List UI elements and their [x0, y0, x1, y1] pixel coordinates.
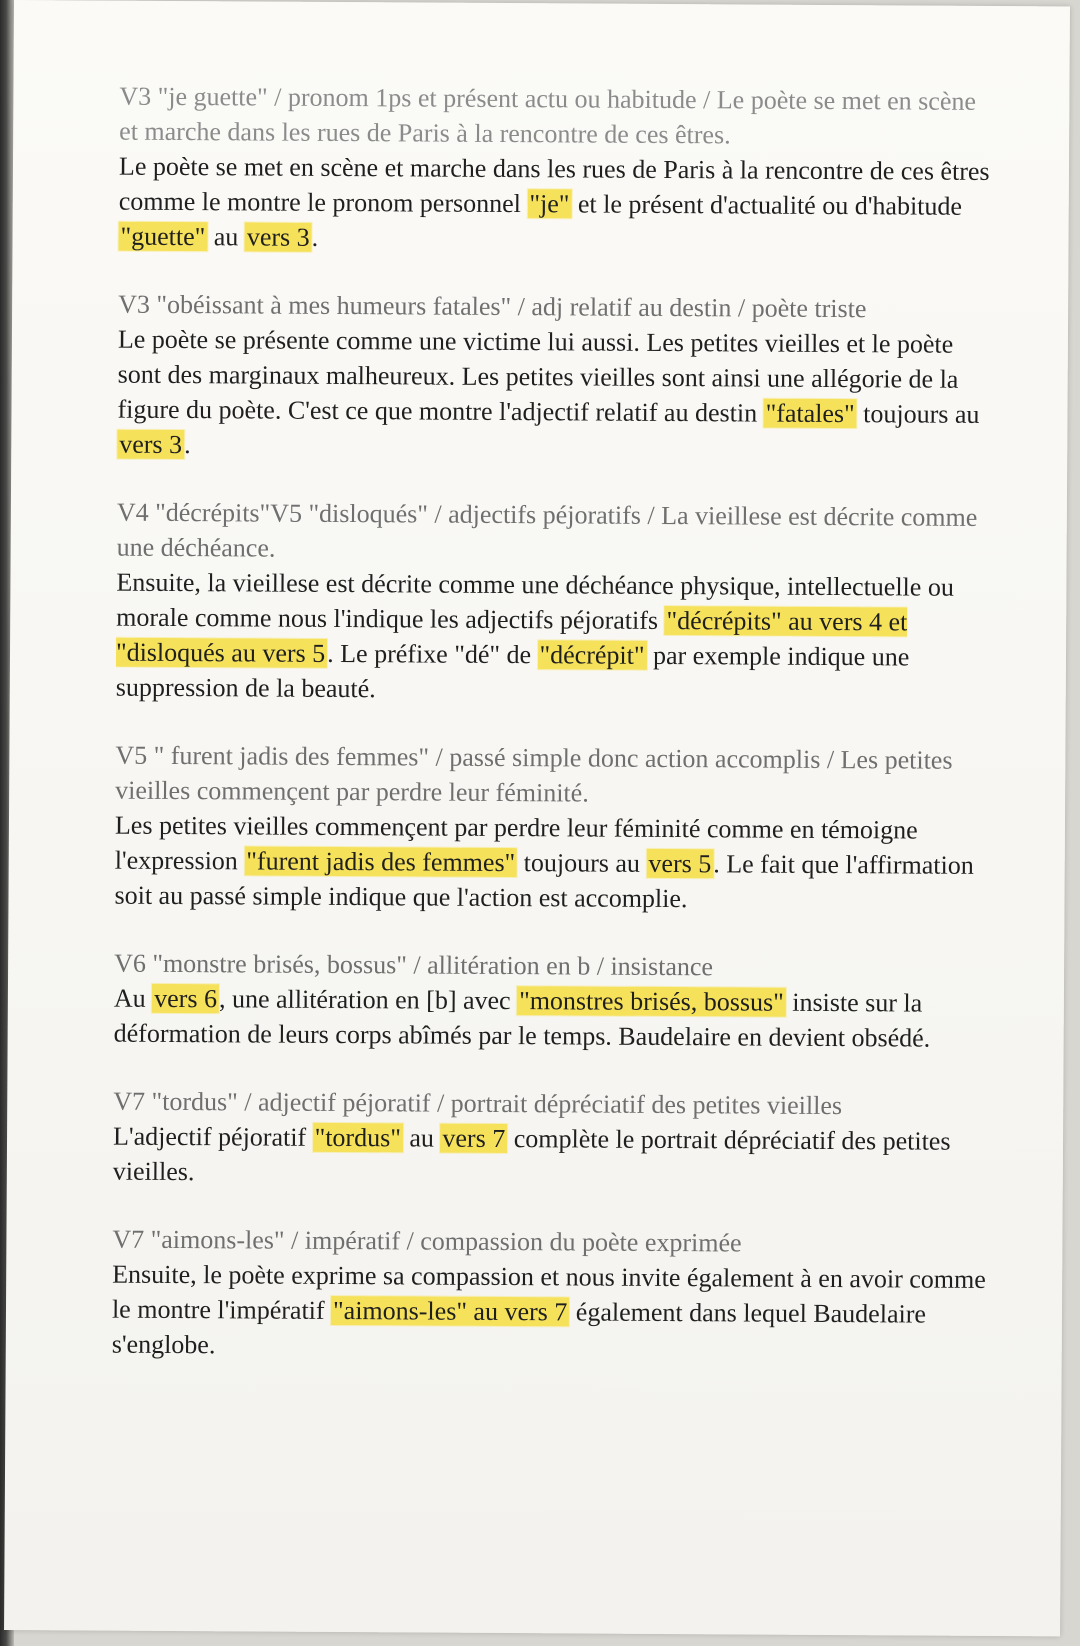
- section-2: [117, 287, 998, 467]
- highlighted-quote: vers 7: [442, 1123, 506, 1154]
- highlighted-quote: "monstres brisés, bossus": [519, 986, 784, 1017]
- body-text: Le poète se présente comme une victime lui aussi. Les petites vieilles et le poète sont des marginaux malheureux. Les petites vieilles sont ainsi une allégorie de la figure du poète. C'est ce que montre l'adjectif relatif au destin: [117, 324, 959, 428]
- body-text: au: [402, 1123, 441, 1153]
- highlighted-quote: "fatales": [765, 398, 855, 429]
- section-body: [112, 1257, 993, 1367]
- body-text: et le présent d'actualité ou d'habitude: [571, 189, 963, 221]
- section-heading: V5 " furent jadis des femmes" / passé simple donc action accomplis / Les petites vieilles commençent par perdre leur féminité.: [115, 740, 953, 808]
- highlighted-quote: "je": [529, 189, 570, 219]
- body-text: .: [311, 222, 319, 252]
- section-heading: V6 "monstre brisés, bossus" / allitération en b / insistance: [114, 948, 714, 982]
- body-text: . Le fait que l'affirmation soit au passé simple indique que l'action est accomplie.: [114, 849, 974, 914]
- body-text: toujours au: [856, 399, 980, 429]
- section-body: [117, 322, 998, 467]
- body-text: Au: [113, 983, 153, 1013]
- document-content: [111, 79, 999, 1400]
- highlighted-quote: "décrépits" au vers 4 et "disloqués au vers 5: [115, 605, 908, 668]
- section-heading: V3 "obéissant à mes humeurs fatales" / adj relatif au destin / poète triste: [118, 289, 867, 324]
- body-text: par exemple indique une suppression de la beauté.: [115, 640, 910, 704]
- body-text: insiste sur la déformation de leurs corps abîmés par le temps. Baudelaire en devient obsédé.: [113, 987, 931, 1053]
- section-body: [118, 149, 999, 259]
- section-6: [113, 1084, 994, 1194]
- body-text: toujours au: [517, 848, 647, 878]
- document-page: [4, 0, 1070, 1636]
- section-3: [116, 495, 997, 710]
- highlighted-quote: "guette": [120, 221, 206, 252]
- section-body: [113, 1119, 993, 1194]
- highlighted-quote: "aimons-les" au vers 7: [333, 1295, 568, 1327]
- highlighted-quote: vers 5: [648, 848, 712, 879]
- body-text: , une allitération en [b] avec: [218, 984, 518, 1016]
- section-heading: V7 "tordus" / adjectif péjoratif / portrait dépréciatif des petites vieilles: [113, 1086, 843, 1121]
- section-heading: V3 "je guette" / pronom 1ps et présent actu ou habitude / Le poète se met en scène et marche dans les rues de Paris à la rencontre de ces êtres.: [119, 81, 977, 150]
- body-text: complète le portrait dépréciatif des petites vieilles.: [112, 1124, 951, 1187]
- section-7: [112, 1222, 993, 1367]
- body-text: Ensuite, la vieillese est décrite comme une déchéance physique, intellectuelle ou morale comme nous l'indique les adjectifs péjoratifs: [116, 567, 954, 635]
- section-1: [118, 79, 999, 259]
- highlighted-quote: "tordus": [314, 1122, 401, 1153]
- body-text: également dans lequel Baudelaire s'englobe.: [111, 1297, 927, 1360]
- body-text: Ensuite, le poète exprime sa compassion et nous invite également à en avoir comme le montre l'impératif: [111, 1259, 986, 1325]
- highlighted-quote: vers 3: [119, 429, 183, 460]
- body-text: .: [184, 430, 191, 460]
- section-body: [114, 808, 995, 918]
- section-4: [114, 738, 995, 918]
- highlighted-quote: "décrépit": [539, 640, 645, 670]
- highlighted-quote: vers 3: [246, 222, 310, 252]
- section-heading: V7 "aimons-les" / impératif / compassion du poète exprimée: [112, 1224, 742, 1258]
- section-5: [114, 946, 995, 1056]
- body-text: L'adjectif péjoratif: [112, 1121, 313, 1152]
- body-text: . Le préfixe "dé" de: [327, 638, 538, 670]
- body-text: au: [207, 222, 245, 252]
- section-body: [116, 565, 997, 710]
- highlighted-quote: vers 6: [154, 983, 218, 1014]
- body-text: Le poète se met en scène et marche dans les rues de Paris à la rencontre de ces êtres comme le montre le pronom personnel: [118, 151, 990, 219]
- section-body: [114, 981, 994, 1056]
- highlighted-quote: "furent jadis des femmes": [246, 846, 516, 878]
- section-heading: V4 "décrépits"V5 "disloqués" / adjectifs péjoratifs / La vieillese est décrite comme une déchéance.: [116, 497, 978, 563]
- body-text: Les petites vieilles commençent par perdre leur féminité comme en témoigne l'expression: [114, 810, 918, 876]
